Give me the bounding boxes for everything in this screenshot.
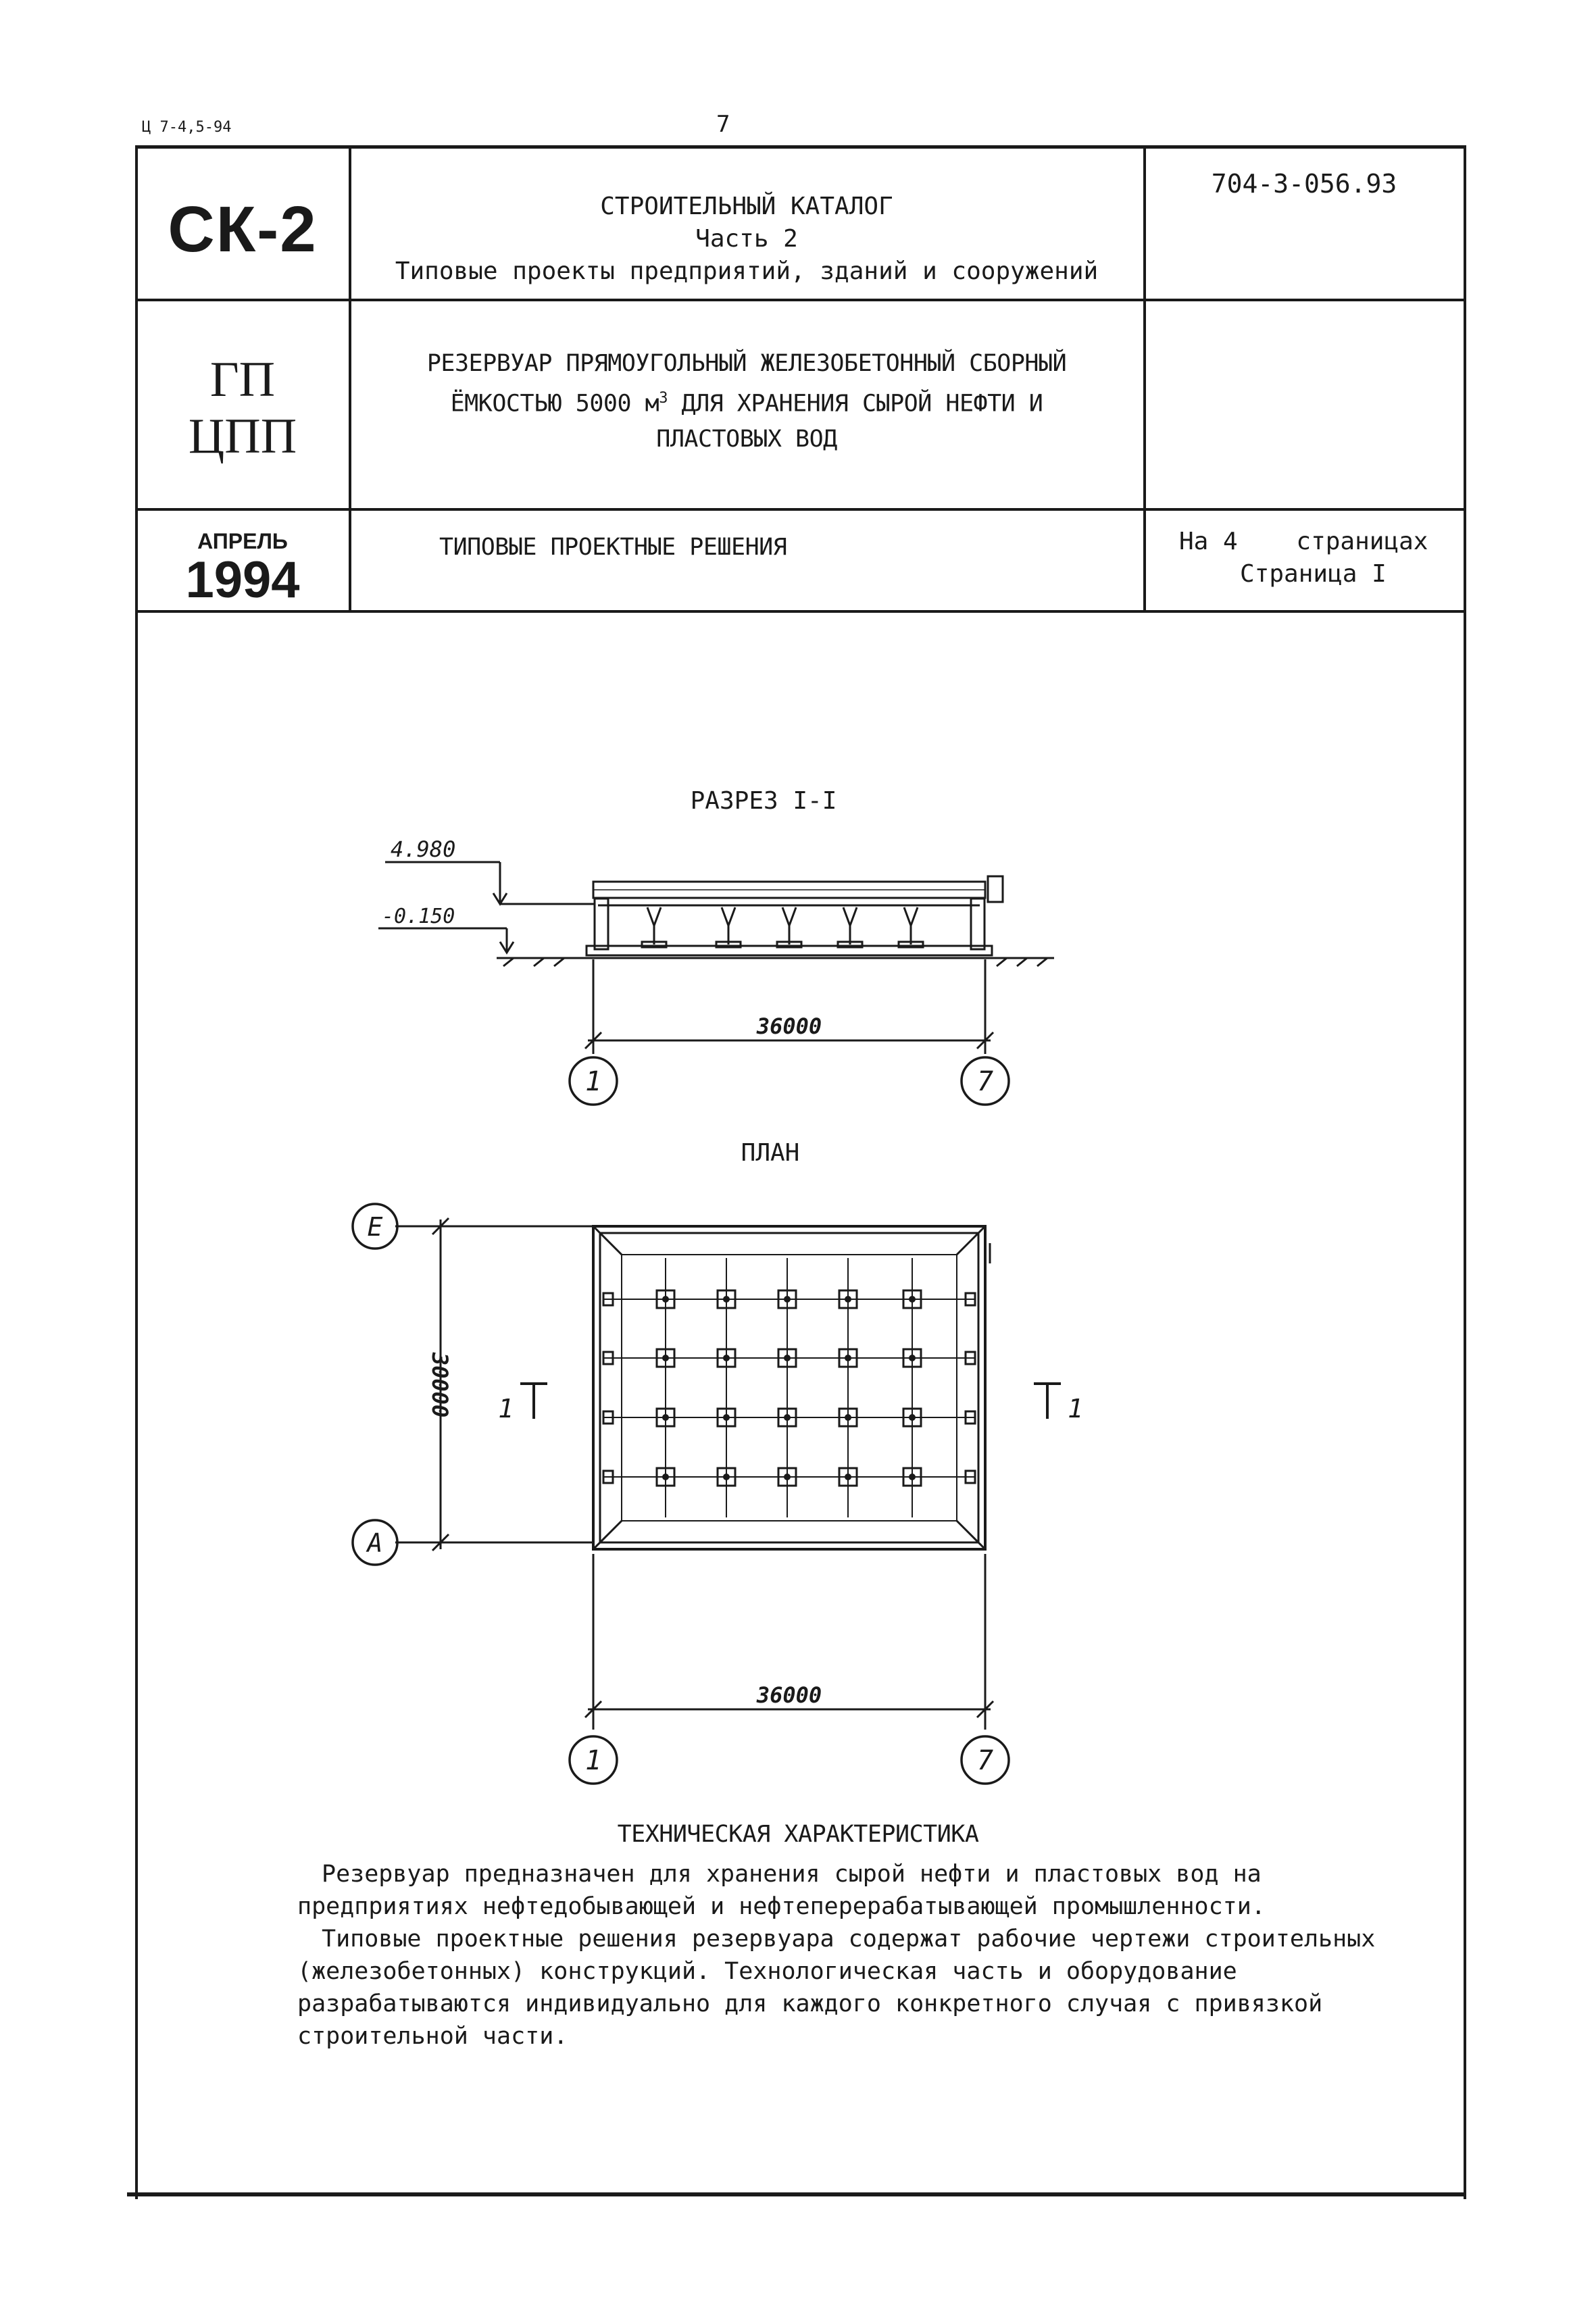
plan-column-dots	[662, 1296, 916, 1480]
plan-vertical-dimension	[395, 1218, 593, 1551]
plan-axis-bottom-label: А	[367, 1528, 383, 1558]
ground-line	[497, 958, 1054, 966]
cut-right-label: 1	[1068, 1394, 1083, 1424]
catalog-title: СТРОИТЕЛЬНЫЙ КАТАЛОГ	[600, 193, 893, 220]
tech-paragraph-2: Типовые проектные решения резервуара содержат рабочие чертежи строительных (железобетонных) конструкций. Технологическая часть и оборудование разрабатываются индивидуально для каждого конкретного случая с привязкой строительной части.	[297, 1926, 1376, 2050]
plan-axis-top-label: Е	[367, 1212, 383, 1242]
plan-vertical-dimension-label: 30000	[427, 1352, 453, 1418]
title-line-1: РЕЗЕРВУАР ПРЯМОУГОЛЬНЫЙ ЖЕЛЕЗОБЕТОННЫЙ СБОРНЫЙ	[426, 350, 1067, 377]
issue-year: 1994	[185, 551, 300, 609]
tech-heading: ТЕХНИЧЕСКАЯ ХАРАКТЕРИСТИКА	[617, 1821, 979, 1848]
title-superscript: 3	[659, 390, 668, 407]
cut-marker-right	[1034, 1384, 1061, 1419]
series-code: СК-2	[168, 193, 318, 266]
plan-horizontal-dimension-label: 36000	[756, 1682, 822, 1708]
tech-description	[297, 1858, 1405, 2053]
organization-line-2: ЦПП	[188, 409, 297, 464]
organization-line-1: ГП	[209, 352, 276, 407]
series-label: ТИПОВЫЕ ПРОЕКТНЫЕ РЕШЕНИЯ	[439, 534, 787, 561]
section-title: РАЗРЕЗ I-I	[690, 787, 837, 815]
level-mark-top	[385, 862, 595, 904]
plan-title: ПЛАН	[741, 1139, 800, 1167]
title-line-2a: ЁМКОСТЬЮ 5000 м	[450, 390, 659, 418]
pages-total: На 4 страницах	[1179, 528, 1428, 555]
tank-section	[587, 876, 1003, 955]
plan-columns	[657, 1290, 921, 1486]
plan-view	[353, 1139, 1083, 1784]
section-columns	[642, 907, 923, 947]
title-line-2b: ДЛЯ ХРАНЕНИЯ СЫРОЙ НЕФТИ И	[667, 390, 1043, 418]
tech-paragraph-1: Резервуар предназначен для хранения сырой нефти и пластовых вод на предприятиях нефтедобывающей и нефтеперерабатывающей промышленности.	[297, 1861, 1266, 1920]
level-bottom-label: -0.150	[382, 905, 455, 928]
section-dimension-line	[585, 959, 993, 1054]
plan-axis-right-label: 7	[976, 1745, 994, 1776]
cut-marker-left	[520, 1384, 547, 1419]
level-mark-bottom	[378, 928, 514, 953]
catalog-subtitle: Типовые проекты предприятий, зданий и сооружений	[395, 257, 1099, 285]
section-view	[378, 787, 1054, 1105]
cut-left-label: 1	[498, 1394, 514, 1424]
catalog-number: 704-3-056.93	[1211, 169, 1397, 199]
section-dimension-label: 36000	[756, 1013, 822, 1039]
section-axis-left-label: 1	[584, 1066, 602, 1097]
plan-walls	[593, 1226, 990, 1549]
title-line-3: ПЛАСТОВЫХ ВОД	[656, 425, 837, 453]
page-current: Страница I	[1240, 560, 1387, 588]
page-number: 7	[716, 111, 730, 138]
catalog-part: Часть 2	[695, 225, 798, 253]
level-top-label: 4.980	[391, 836, 456, 862]
plan-wall-pilasters	[603, 1293, 975, 1483]
plan-axis-left-label: 1	[584, 1745, 602, 1776]
issue-month: АПРЕЛЬ	[197, 529, 288, 553]
section-axis-right-label: 7	[976, 1066, 994, 1097]
document-code: Ц 7-4,5-94	[142, 119, 232, 136]
